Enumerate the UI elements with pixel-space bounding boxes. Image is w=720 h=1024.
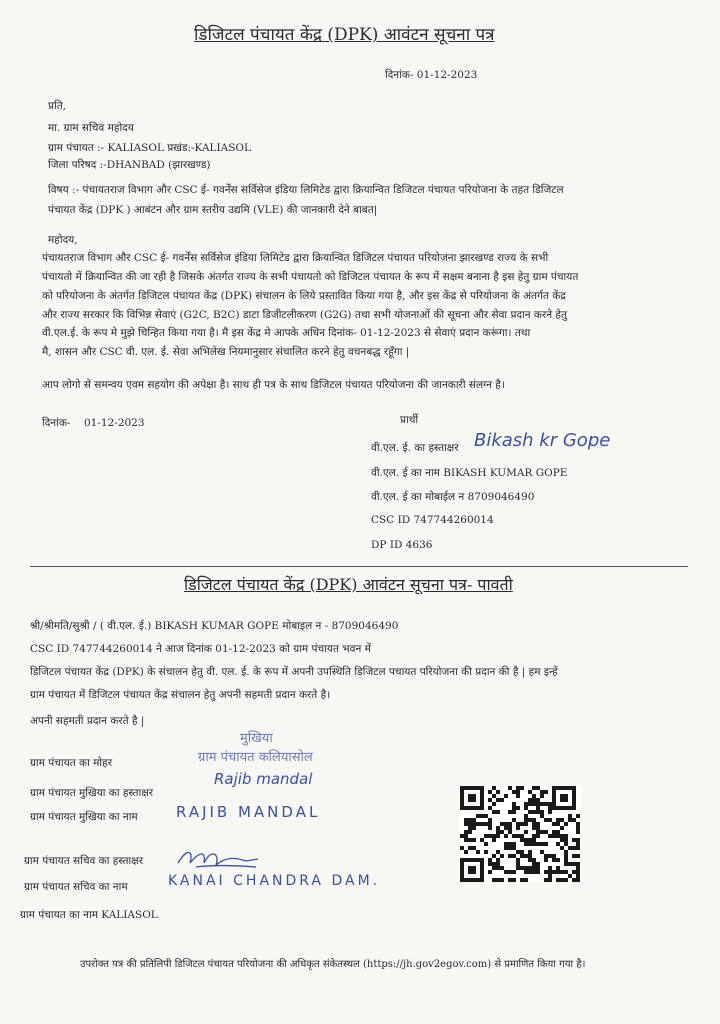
receipt-line: ग्राम पंचायत में डिजिटल पंचायत केंद्र संचालन हेतु अपनी सहमती प्रदान करते है। xyxy=(30,689,331,701)
receipt-line: अपनी सहमती प्रदान करते है | xyxy=(30,715,145,727)
secretary-signature-scribble xyxy=(176,845,260,871)
letter-salutation: महोदय, xyxy=(48,234,78,246)
stamp-title: मुखिया xyxy=(240,731,273,746)
stamp-panchayat: ग्राम पंचायत कलियासोल xyxy=(198,750,313,765)
letter-body-line: पंचायतराज विभाग और CSC ई- गवर्नेंस सर्विसेज इंडिया लिमिटेड द्वारा क्रियान्वित डिजिटल पंचायत परियोजना झारखण्ड राज्य के सभी xyxy=(42,252,549,264)
seal-label: ग्राम पंचायत का मोहर xyxy=(30,757,113,769)
csc-id: CSC ID 747744260014 xyxy=(371,514,494,526)
letter-subject-line-1: विषय :- पंचायतराज विभाग और CSC ई- गवर्नेंस सर्विसेज इंडिया लिमिटेड द्वारा क्रियान्वित डिजिटल पंचायत परियोजना के तहत डिजिटल xyxy=(48,184,564,196)
receipt-line: CSC ID 747744260014 ने आज दिनांक 01-12-2023 को ग्राम पंचायत भवन में xyxy=(30,643,371,655)
letter-date-bottom-label: दिनांक- xyxy=(42,417,71,429)
section-divider xyxy=(30,566,688,567)
letter-body-line: मै, शासन और CSC वी. एल. ई. सेवा अभिलेख नियमानुसार संचालित करने हेतु वचनबद्ध रहूँगा | xyxy=(42,346,410,358)
letter-date-bottom-value: 01-12-2023 xyxy=(84,417,145,429)
footer-note: उपरोक्त पत्र की प्रतिलिपी डिजिटल पंचायत परियोजना की अधिकृत संकेतस्थल (https://jh.gov2egov.com) से प्रमाणित किया गया है। xyxy=(80,959,586,970)
vle-signature-label: वी.एल. ई. का हस्ताक्षर xyxy=(371,442,459,454)
receipt-line: श्री/श्रीमति/सुश्री / ( वी.एल. ई.) BIKASH KUMAR GOPE मोबाइल न - 8709046490 xyxy=(30,620,399,632)
secretary-signature-label: ग्राम पंचायत सचिव का हस्ताक्षर xyxy=(24,855,143,867)
letter-title: डिजिटल पंचायत केंद्र (DPK) आवंटन सूचना पत्र xyxy=(194,25,495,45)
letter-date: दिनांक- 01-12-2023 xyxy=(385,69,478,81)
mukhiya-name-label: ग्राम पंचायत मुखिया का नाम xyxy=(30,811,138,823)
letter-district: जिला परिषद :-DHANBAD (झारखण्ड) xyxy=(48,159,211,171)
qr-code-icon xyxy=(459,786,581,882)
letter-applicant: प्रार्थी xyxy=(400,414,419,426)
letter-addressee: मा. ग्राम सचिव महोदय xyxy=(48,122,134,134)
mukhiya-signature: Rajib mandal xyxy=(214,770,313,788)
vle-signature: Bikash kr Gope xyxy=(474,430,611,451)
letter-panchayat-block: ग्राम पंचायत :- KALIASOL प्रखंड:-KALIASOL xyxy=(48,142,252,154)
letter-body-line: को परियोजना के अंतर्गत डिजिटल पंचायत केंद्र (DPK) संचालन के लिये प्रस्तावित किया गया है, और इस केंद्र से परियोजना के अंतर्गत केंद्र xyxy=(42,290,566,302)
letter-body-line: वी.एल.ई. के रूप मे मुझे चिन्हित किया गया है। मै इस केंद्र मे आपके अधिन दिनांक- 01-12-2023 से सेवाएं प्रदान करूंगा। तथा xyxy=(42,327,531,339)
letter-subject-line-2: पंचायत केंद्र (DPK ) आबंटन और ग्राम स्तरीय उद्यमि (VLE) की जानकारी देने बाबत| xyxy=(48,204,378,216)
letter-body-line: पंचायतो में क्रियान्वित की जा रही है जिसके अंतर्गत राज्य के सभी पंचायतो को डिजिटल पंचायत के रूप में सक्षम बनाना है इस हेतु ग्राम पंचायत xyxy=(42,271,579,283)
letter-body-line: और राज्य सरकार कि विभिन्न सेवाएं (G2C, B2C) डाटा डिजीटलीकरण (G2G) तथा सभी योजनाओं की सूचना और सेवा प्रदान करने हेतु xyxy=(42,309,567,321)
receipt-title: डिजिटल पंचायत केंद्र (DPK) आवंटन सूचना पत्र- पावती xyxy=(184,575,513,594)
secretary-name: KANAI CHANDRA DAM. xyxy=(168,873,381,889)
letter-cooperation-line: आप लोगो से समन्वय एवम सहयोग की अपेक्षा है। साथ ही पत्र के साथ डिजिटल पंचायत परियोजना की जानकारी संलग्न है। xyxy=(42,379,505,391)
mukhiya-name: RAJIB MANDAL xyxy=(176,803,321,821)
mukhiya-signature-label: ग्राम पंचायत मुखिया का हस्ताक्षर xyxy=(30,787,154,799)
panchayat-name: ग्राम पंचायत का नाम KALIASOL xyxy=(20,909,158,921)
receipt-line: डिजिटल पंचायत केंद्र (DPK) के संचालन हेतु वी. एल. ई. के रूप में अपनी उपस्थिति डिजिटल पचायत परियोजना की प्रदान की है | हम इन्हें xyxy=(30,666,558,678)
vle-mobile: वी.एल. ई का मोबाईल न 8709046490 xyxy=(371,491,535,503)
letter-to: प्रति, xyxy=(48,100,67,112)
dp-id: DP ID 4636 xyxy=(371,539,433,551)
secretary-name-label: ग्राम पंचायत सचिव का नाम xyxy=(24,881,128,893)
vle-name: वी.एल. ई का नाम BIKASH KUMAR GOPE xyxy=(371,467,568,479)
